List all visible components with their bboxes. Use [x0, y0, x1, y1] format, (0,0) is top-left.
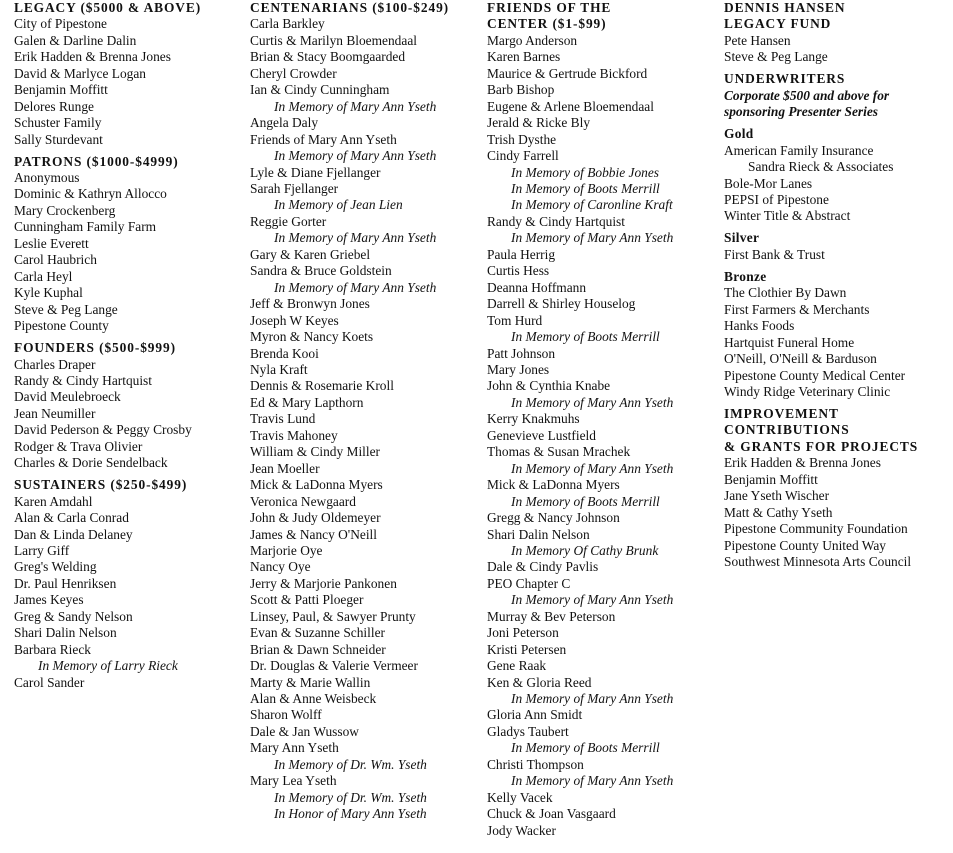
donor-name: Sandra Rieck & Associates	[748, 159, 894, 175]
donor-name: Curtis Hess	[487, 263, 550, 279]
donor-name: Paula Herrig	[487, 246, 556, 262]
donor-name: Rodger & Trava Olivier	[14, 438, 143, 454]
donor-name: Pipestone County Medical Center	[724, 367, 906, 383]
donor-name: Charles & Dorie Sendelback	[14, 455, 168, 471]
donor-name: James Keyes	[14, 592, 84, 608]
donor-name: Pipestone County United Way	[724, 537, 886, 553]
donor-name: The Clothier By Dawn	[724, 285, 847, 301]
donor-name: Erik Hadden & Brenna Jones	[14, 49, 171, 65]
memorial-note: In Memory of Bobbie Jones	[511, 164, 659, 180]
memorial-note: In Memory Of Cathy Brunk	[511, 542, 659, 558]
donor-name: Windy Ridge Veterinary Clinic	[724, 383, 891, 399]
donor-name: Tom Hurd	[487, 312, 543, 328]
donor-name: Shari Dalin Nelson	[487, 526, 590, 542]
donor-name: Galen & Darline Dalin	[14, 32, 137, 48]
donor-name: First Bank & Trust	[724, 246, 825, 262]
donor-name: Kelly Vacek	[487, 789, 553, 805]
donor-name: Christi Thompson	[487, 756, 584, 772]
memorial-note: In Memory of Boots Merrill	[511, 740, 660, 756]
donor-column-1	[14, 0, 201, 691]
donor-name: Ken & Gloria Reed	[487, 674, 592, 690]
donor-name: Karen Barnes	[487, 49, 561, 65]
donor-name: Thomas & Susan Mrachek	[487, 444, 631, 460]
section-heading: FRIENDS OF THE	[487, 0, 612, 15]
section-subtitle: sponsoring Presenter Series	[724, 104, 879, 120]
donor-name: Genevieve Lustfield	[487, 427, 596, 443]
memorial-note: In Memory of Boots Merrill	[511, 329, 660, 345]
donor-name: Bole-Mor Lanes	[724, 175, 813, 191]
donor-name: Jane Yseth Wischer	[724, 488, 830, 504]
donor-name: Mary Ann Yseth	[250, 740, 339, 756]
donor-name: Travis Lund	[250, 411, 316, 427]
donor-name: Eugene & Arlene Bloemendaal	[487, 98, 654, 114]
tier-heading: Silver	[724, 230, 760, 246]
donor-name: Pipestone Community Foundation	[724, 521, 908, 537]
donor-name: Hanks Foods	[724, 318, 795, 334]
donor-name: Sarah Fjellanger	[250, 180, 339, 196]
memorial-note: In Memory of Boots Merrill	[511, 493, 660, 509]
donor-name: City of Pipestone	[14, 16, 107, 32]
donor-name: Sally Sturdevant	[14, 131, 103, 147]
memorial-note: In Memory of Dr. Wm. Yseth	[274, 789, 427, 805]
donor-name: Travis Mahoney	[250, 427, 338, 443]
donor-name: James & Nancy O'Neill	[250, 526, 377, 542]
section-heading: SUSTAINERS ($250-$499)	[14, 477, 188, 493]
donor-name: Kyle Kuphal	[14, 285, 83, 301]
donor-name: Matt & Cathy Yseth	[724, 504, 833, 520]
donor-name: Scott & Patti Ploeger	[250, 592, 364, 608]
donor-name: First Farmers & Merchants	[724, 301, 870, 317]
section-heading: CENTER ($1-$99)	[487, 16, 607, 32]
donor-name: Steve & Peg Lange	[724, 49, 828, 65]
donor-name: Dale & Cindy Pavlis	[487, 559, 599, 575]
donor-name: Southwest Minnesota Arts Council	[724, 554, 912, 569]
donor-name: Jean Neumiller	[14, 405, 96, 421]
donor-name: Friends of Mary Ann Yseth	[250, 131, 397, 147]
donor-name: Maurice & Gertrude Bickford	[487, 65, 648, 81]
donor-name: Alan & Carla Conrad	[14, 510, 129, 526]
donor-name: Gregg & Nancy Johnson	[487, 510, 620, 526]
donor-name: Mick & LaDonna Myers	[487, 477, 620, 493]
donor-name: PEO Chapter C	[487, 575, 571, 591]
donor-name: Patt Johnson	[487, 345, 556, 361]
memorial-note: In Memory of Mary Ann Yseth	[511, 460, 674, 476]
tier-heading: Gold	[724, 126, 754, 142]
donor-name: Kerry Knakmuhs	[487, 411, 580, 427]
section-heading: & GRANTS FOR PROJECTS	[724, 438, 919, 454]
donor-name: Mary Lea Yseth	[250, 773, 337, 789]
donor-name: Dale & Jan Wussow	[250, 723, 359, 739]
donor-name: Jody Wacker	[487, 822, 556, 838]
donor-name: Delores Runge	[14, 98, 94, 114]
donor-name: Ian & Cindy Cunningham	[250, 82, 390, 98]
donor-name: Ed & Mary Lapthorn	[250, 394, 364, 410]
donor-name: Carla Heyl	[14, 268, 73, 284]
donor-name: Chuck & Joan Vasgaard	[487, 806, 616, 822]
memorial-note: In Memory of Dr. Wm. Yseth	[274, 756, 427, 772]
section-heading: LEGACY FUND	[724, 16, 832, 32]
donor-name: David & Marlyce Logan	[14, 65, 147, 81]
donor-name: Karen Amdahl	[14, 493, 93, 509]
donor-name: Pete Hansen	[724, 32, 791, 48]
donor-name: Jerry & Marjorie Pankonen	[250, 575, 397, 591]
memorial-note: In Memory of Boots Merrill	[511, 180, 660, 196]
donor-name: John & Cynthia Knabe	[487, 378, 611, 394]
memorial-note: In Memory of Mary Ann Yseth	[511, 394, 674, 410]
memorial-note: In Memory of Mary Ann Yseth	[274, 148, 437, 164]
donor-name: Barb Bishop	[487, 82, 555, 98]
memorial-note: In Memory of Larry Rieck	[38, 658, 178, 674]
donor-name: Jerald & Ricke Bly	[487, 115, 591, 131]
memorial-note: In Memory of Mary Ann Yseth	[274, 230, 437, 246]
donor-name: Lyle & Diane Fjellanger	[250, 164, 381, 180]
donor-name: Randy & Cindy Hartquist	[14, 372, 152, 388]
donor-name: Gladys Taubert	[487, 723, 569, 739]
donor-name: Gary & Karen Griebel	[250, 246, 371, 262]
donor-name: Benjamin Moffitt	[724, 471, 818, 487]
donor-name: Veronica Newgaard	[250, 493, 356, 509]
donor-name: Kristi Petersen	[487, 641, 567, 657]
donor-name: John & Judy Oldemeyer	[250, 510, 381, 526]
donor-name: William & Cindy Miller	[250, 444, 381, 460]
donor-name: Dr. Paul Henriksen	[14, 575, 117, 591]
donor-name: Angela Daly	[250, 115, 319, 131]
donor-name: Jeff & Bronwyn Jones	[250, 296, 370, 312]
section-heading: FOUNDERS ($500-$999)	[14, 340, 176, 356]
memorial-note: In Memory of Mary Ann Yseth	[274, 279, 437, 295]
donor-name: Barbara Rieck	[14, 641, 91, 657]
donor-name: Schuster Family	[14, 115, 102, 131]
donor-name: Myron & Nancy Koets	[250, 329, 374, 345]
donor-name: Jean Moeller	[250, 460, 320, 476]
donor-name: Darrell & Shirley Houselog	[487, 296, 636, 312]
memorial-note: In Memory of Jean Lien	[274, 197, 403, 213]
donor-name: Anonymous	[14, 170, 80, 186]
section-heading: CONTRIBUTIONS	[724, 422, 850, 438]
donor-name: Dan & Linda Delaney	[14, 526, 133, 542]
donor-name: Brenda Kooi	[250, 345, 319, 361]
donor-name: PEPSI of Pipestone	[724, 191, 829, 207]
memorial-note: In Memory of Mary Ann Yseth	[511, 230, 674, 246]
section-heading: LEGACY ($5000 & ABOVE)	[14, 0, 202, 15]
memorial-note: In Honor of Mary Ann Yseth	[274, 806, 427, 822]
donor-name: Mary Crockenberg	[14, 202, 116, 218]
donor-name: Mary Jones	[487, 361, 550, 377]
donor-name: Dr. Douglas & Valerie Vermeer	[250, 658, 418, 674]
memorial-note: In Memory of Mary Ann Yseth	[511, 592, 674, 608]
donor-name: Greg's Welding	[14, 559, 97, 575]
donor-name: Erik Hadden & Brenna Jones	[724, 455, 881, 471]
memorial-note: In Memory of Mary Ann Yseth	[511, 773, 674, 789]
section-heading: PATRONS ($1000-$4999)	[14, 153, 179, 169]
donor-column-4	[724, 0, 918, 570]
memorial-note: In Memory of Mary Ann Yseth	[274, 98, 437, 114]
section-heading: IMPROVEMENT	[724, 405, 839, 421]
donor-name: Cheryl Crowder	[250, 65, 337, 81]
memorial-note: In Memory of Caronline Kraft	[511, 197, 673, 213]
donor-name: Cindy Farrell	[487, 148, 559, 164]
donor-name: Leslie Everett	[14, 235, 89, 251]
donor-name: Larry Giff	[14, 543, 70, 558]
section-heading: UNDERWRITERS	[724, 71, 846, 87]
donor-name: Carol Haubrich	[14, 252, 97, 268]
donor-name: Joseph W Keyes	[250, 312, 339, 328]
donor-name: Benjamin Moffitt	[14, 82, 108, 98]
donor-name: David Pederson & Peggy Crosby	[14, 422, 192, 438]
donor-name: Marty & Marie Wallin	[250, 674, 371, 690]
donor-name: Joni Peterson	[487, 625, 559, 641]
donor-name: American Family Insurance	[724, 142, 874, 158]
donor-name: Charles Draper	[14, 356, 96, 372]
memorial-note: In Memory of Mary Ann Yseth	[511, 691, 674, 707]
donor-name: Randy & Cindy Hartquist	[487, 213, 625, 229]
donor-name: Dennis & Rosemarie Kroll	[250, 378, 394, 394]
donor-name: Pipestone County	[14, 318, 109, 334]
donor-name: Cunningham Family Farm	[14, 219, 157, 235]
donor-name: Sandra & Bruce Goldstein	[250, 263, 392, 279]
donor-name: Gene Raak	[487, 658, 547, 674]
donor-name: Greg & Sandy Nelson	[14, 608, 133, 624]
donor-name: Carla Barkley	[250, 16, 325, 32]
donor-name: Carol Sander	[14, 674, 85, 690]
donor-name: Nyla Kraft	[250, 361, 308, 377]
section-heading: DENNIS HANSEN	[724, 0, 846, 15]
section-subtitle: Corporate $500 and above for	[724, 87, 890, 103]
donor-column-2	[250, 0, 449, 823]
donor-name: Evan & Suzanne Schiller	[250, 625, 385, 641]
donor-name: Deanna Hoffmann	[487, 279, 587, 295]
donor-name: Mick & LaDonna Myers	[250, 477, 383, 493]
donor-name: O'Neill, O'Neill & Barduson	[724, 351, 877, 367]
donor-name: Shari Dalin Nelson	[14, 625, 117, 641]
donor-name: Hartquist Funeral Home	[724, 334, 855, 350]
donor-column-3	[487, 0, 673, 839]
donor-name: Gloria Ann Smidt	[487, 707, 583, 723]
donor-name: Brian & Stacy Boomgaarded	[250, 49, 406, 65]
donor-name: Brian & Dawn Schneider	[250, 641, 386, 657]
donor-name: Reggie Gorter	[250, 213, 327, 229]
donor-name: Winter Title & Abstract	[724, 208, 851, 224]
donor-name: Curtis & Marilyn Bloemendaal	[250, 32, 417, 48]
donor-name: Nancy Oye	[250, 559, 311, 575]
donor-name: Trish Dysthe	[487, 131, 557, 147]
donor-name: Margo Anderson	[487, 32, 578, 48]
donor-name: Alan & Anne Weisbeck	[250, 691, 377, 707]
donor-name: Marjorie Oye	[250, 542, 323, 558]
section-heading: CENTENARIANS ($100-$249)	[250, 0, 450, 15]
donor-name: Sharon Wolff	[250, 707, 322, 723]
donor-name: Steve & Peg Lange	[14, 301, 118, 317]
donor-name: Dominic & Kathryn Allocco	[14, 186, 167, 202]
donor-name: Linsey, Paul, & Sawyer Prunty	[250, 608, 416, 624]
donor-name: David Meulebroeck	[14, 389, 121, 405]
donor-name: Murray & Bev Peterson	[487, 608, 616, 624]
tier-heading: Bronze	[724, 268, 767, 284]
